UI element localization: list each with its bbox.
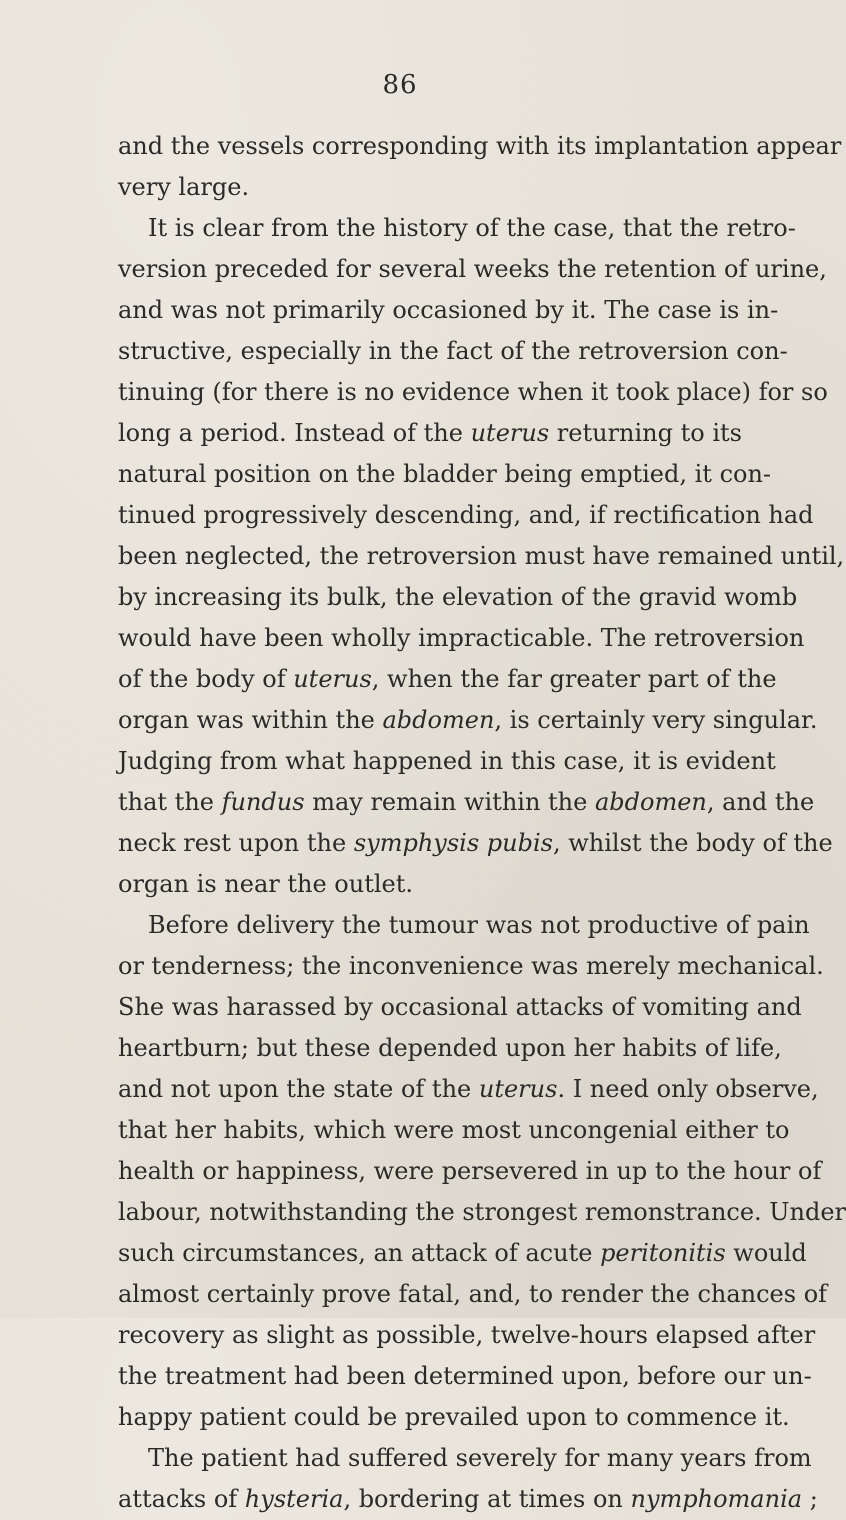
text-line: Judging from what happened in this case, it is evident [118,747,776,775]
text-line: The patient had suffered severely for many years from [148,1444,812,1472]
text-line: organ is near the outlet. [118,870,414,898]
text-line: Before delivery the tumour was not productive of pain [148,911,810,939]
text-line: long a period. Instead of the uterus returning to its [118,419,742,447]
text-line: labour, notwithstanding the strongest remonstrance. Under [118,1198,846,1226]
text-line: She was harassed by occasional attacks of vomiting and [118,993,802,1021]
text-line: almost certainly prove fatal, and, to render the chances of [118,1280,828,1308]
text-line: and not upon the state of the uterus. I need only observe, [118,1075,819,1103]
text-line: recovery as slight as possible, twelve-hours elapsed after [118,1321,816,1349]
text-line: neck rest upon the symphysis pubis, whilst the body of the [118,829,833,857]
text-line: that the fundus may remain within the abdomen, and the [118,788,815,816]
text-line: tinuing (for there is no evidence when it took place) for so [118,378,828,406]
text-line: It is clear from the history of the case, that the retro- [148,214,796,242]
text-line: or tenderness; the inconvenience was merely mechanical. [118,952,824,980]
text-line: heartburn; but these depended upon her habits of life, [118,1034,782,1062]
text-line: health or happiness, were persevered in up to the hour of [118,1157,822,1185]
text-line: structive, especially in the fact of the retroversion con- [118,337,788,365]
text-line: that her habits, which were most uncongenial either to [118,1116,790,1144]
text-line: organ was within the abdomen, is certainly very singular. [118,706,818,734]
text-line: very large. [118,173,250,201]
text-line: natural position on the bladder being emptied, it con- [118,460,772,488]
text-line: attacks of hysteria, bordering at times on nymphomania ; [118,1485,818,1513]
text-line: such circumstances, an attack of acute peritonitis would [118,1239,807,1267]
text-line: the treatment had been determined upon, before our un- [118,1362,812,1390]
text-line: happy patient could be prevailed upon to commence it. [118,1403,790,1431]
text-line: would have been wholly impracticable. The retroversion [118,624,805,652]
page-number: 86 [382,70,418,100]
text-line: tinued progressively descending, and, if rectification had [118,501,814,529]
text-line: by increasing its bulk, the elevation of the gravid womb [118,583,798,611]
body-text [118,126,846,1520]
text-line: been neglected, the retroversion must have remained until, [118,542,845,570]
text-line: and the vessels corresponding with its implantation appear [118,132,842,160]
text-line: version preceded for several weeks the retention of urine, [118,255,827,283]
text-line: and was not primarily occasioned by it. The case is in- [118,296,779,324]
text-line: of the body of uterus, when the far greater part of the [118,665,777,693]
